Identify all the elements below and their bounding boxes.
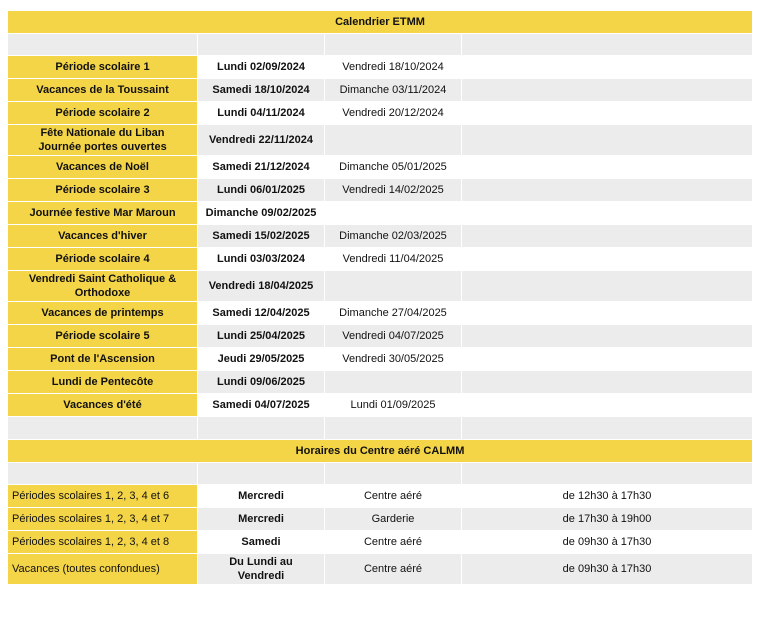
schedule-time: de 09h30 à 17h30	[462, 531, 753, 554]
calendar-row	[8, 394, 753, 417]
calendar-row	[8, 302, 753, 325]
calendar-row	[8, 202, 753, 225]
end-date	[325, 202, 462, 225]
period-label: Période scolaire 3	[8, 179, 198, 202]
end-date: Vendredi 30/05/2025	[325, 348, 462, 371]
start-date: Dimanche 09/02/2025	[198, 202, 325, 225]
hours-row	[8, 531, 753, 554]
period-label: Période scolaire 4	[8, 248, 198, 271]
period-label: Période scolaire 2	[8, 102, 198, 125]
empty-cell	[462, 225, 753, 248]
period-label: Vacances d'été	[8, 394, 198, 417]
end-date: Vendredi 20/12/2024	[325, 102, 462, 125]
empty-cell	[462, 179, 753, 202]
hours-title: Horaires du Centre aéré CALMM	[8, 440, 753, 463]
calendar-row	[8, 179, 753, 202]
schedule-service: Centre aéré	[325, 554, 462, 585]
end-date: Dimanche 03/11/2024	[325, 79, 462, 102]
calendar-row	[8, 125, 753, 156]
empty-cell	[462, 348, 753, 371]
end-date: Vendredi 18/10/2024	[325, 56, 462, 79]
empty-cell	[462, 156, 753, 179]
schedule-time: de 09h30 à 17h30	[462, 554, 753, 585]
calendar-row	[8, 348, 753, 371]
period-label: Vacances de printemps	[8, 302, 198, 325]
end-date: Dimanche 05/01/2025	[325, 156, 462, 179]
period-label: Vacances de la Toussaint	[8, 79, 198, 102]
empty-cell	[462, 202, 753, 225]
start-date: Samedi 18/10/2024	[198, 79, 325, 102]
schedule-label: Périodes scolaires 1, 2, 3, 4 et 7	[8, 508, 198, 531]
schedule-time: de 17h30 à 19h00	[462, 508, 753, 531]
calendar-row	[8, 79, 753, 102]
empty-cell	[462, 302, 753, 325]
start-date: Vendredi 18/04/2025	[198, 271, 325, 302]
calendar-row	[8, 156, 753, 179]
schedule-label: Vacances (toutes confondues)	[8, 554, 198, 585]
hours-row	[8, 554, 753, 585]
calendar-row	[8, 271, 753, 302]
hours-header-row	[8, 440, 753, 463]
period-label: Période scolaire 1	[8, 56, 198, 79]
spacer-row	[8, 34, 753, 56]
period-label: Vendredi Saint Catholique & Orthodoxe	[8, 271, 198, 302]
start-date: Lundi 09/06/2025	[198, 371, 325, 394]
empty-cell	[462, 248, 753, 271]
end-date	[325, 125, 462, 156]
calendar-title: Calendrier ETMM	[8, 11, 753, 34]
start-date: Jeudi 29/05/2025	[198, 348, 325, 371]
empty-cell	[462, 125, 753, 156]
start-date: Lundi 04/11/2024	[198, 102, 325, 125]
end-date	[325, 371, 462, 394]
schedule-day: Samedi	[198, 531, 325, 554]
calendar-row	[8, 102, 753, 125]
empty-cell	[462, 271, 753, 302]
start-date: Samedi 21/12/2024	[198, 156, 325, 179]
end-date: Dimanche 02/03/2025	[325, 225, 462, 248]
schedule-service: Garderie	[325, 508, 462, 531]
period-label: Vacances de Noël	[8, 156, 198, 179]
period-label: Fête Nationale du Liban Journée portes ouvertes	[8, 125, 198, 156]
start-date: Lundi 03/03/2024	[198, 248, 325, 271]
spreadsheet	[7, 10, 752, 585]
end-date: Vendredi 14/02/2025	[325, 179, 462, 202]
period-label: Journée festive Mar Maroun	[8, 202, 198, 225]
empty-cell	[462, 394, 753, 417]
calendar-row	[8, 225, 753, 248]
period-label: Période scolaire 5	[8, 325, 198, 348]
empty-cell	[462, 371, 753, 394]
empty-cell	[462, 56, 753, 79]
start-date: Lundi 02/09/2024	[198, 56, 325, 79]
start-date: Lundi 25/04/2025	[198, 325, 325, 348]
schedule-day: Du Lundi au Vendredi	[198, 554, 325, 585]
end-date: Lundi 01/09/2025	[325, 394, 462, 417]
spacer-row	[8, 463, 753, 485]
empty-cell	[462, 79, 753, 102]
calendar-row	[8, 325, 753, 348]
end-date: Vendredi 11/04/2025	[325, 248, 462, 271]
start-date: Samedi 12/04/2025	[198, 302, 325, 325]
period-label: Pont de l'Ascension	[8, 348, 198, 371]
gap-row	[8, 417, 753, 440]
schedule-day: Mercredi	[198, 485, 325, 508]
calendar-header-row	[8, 11, 753, 34]
calendar-row	[8, 371, 753, 394]
start-date: Samedi 15/02/2025	[198, 225, 325, 248]
start-date: Lundi 06/01/2025	[198, 179, 325, 202]
schedule-service: Centre aéré	[325, 485, 462, 508]
hours-row	[8, 485, 753, 508]
end-date: Vendredi 04/07/2025	[325, 325, 462, 348]
schedule-time: de 12h30 à 17h30	[462, 485, 753, 508]
hours-row	[8, 508, 753, 531]
empty-cell	[462, 102, 753, 125]
schedule-day: Mercredi	[198, 508, 325, 531]
calendar-row	[8, 56, 753, 79]
empty-cell	[462, 325, 753, 348]
start-date: Samedi 04/07/2025	[198, 394, 325, 417]
start-date: Vendredi 22/11/2024	[198, 125, 325, 156]
calendar-table	[7, 10, 753, 585]
schedule-label: Périodes scolaires 1, 2, 3, 4 et 8	[8, 531, 198, 554]
schedule-service: Centre aéré	[325, 531, 462, 554]
end-date	[325, 271, 462, 302]
end-date: Dimanche 27/04/2025	[325, 302, 462, 325]
calendar-row	[8, 248, 753, 271]
schedule-label: Périodes scolaires 1, 2, 3, 4 et 6	[8, 485, 198, 508]
period-label: Vacances d'hiver	[8, 225, 198, 248]
period-label: Lundi de Pentecôte	[8, 371, 198, 394]
